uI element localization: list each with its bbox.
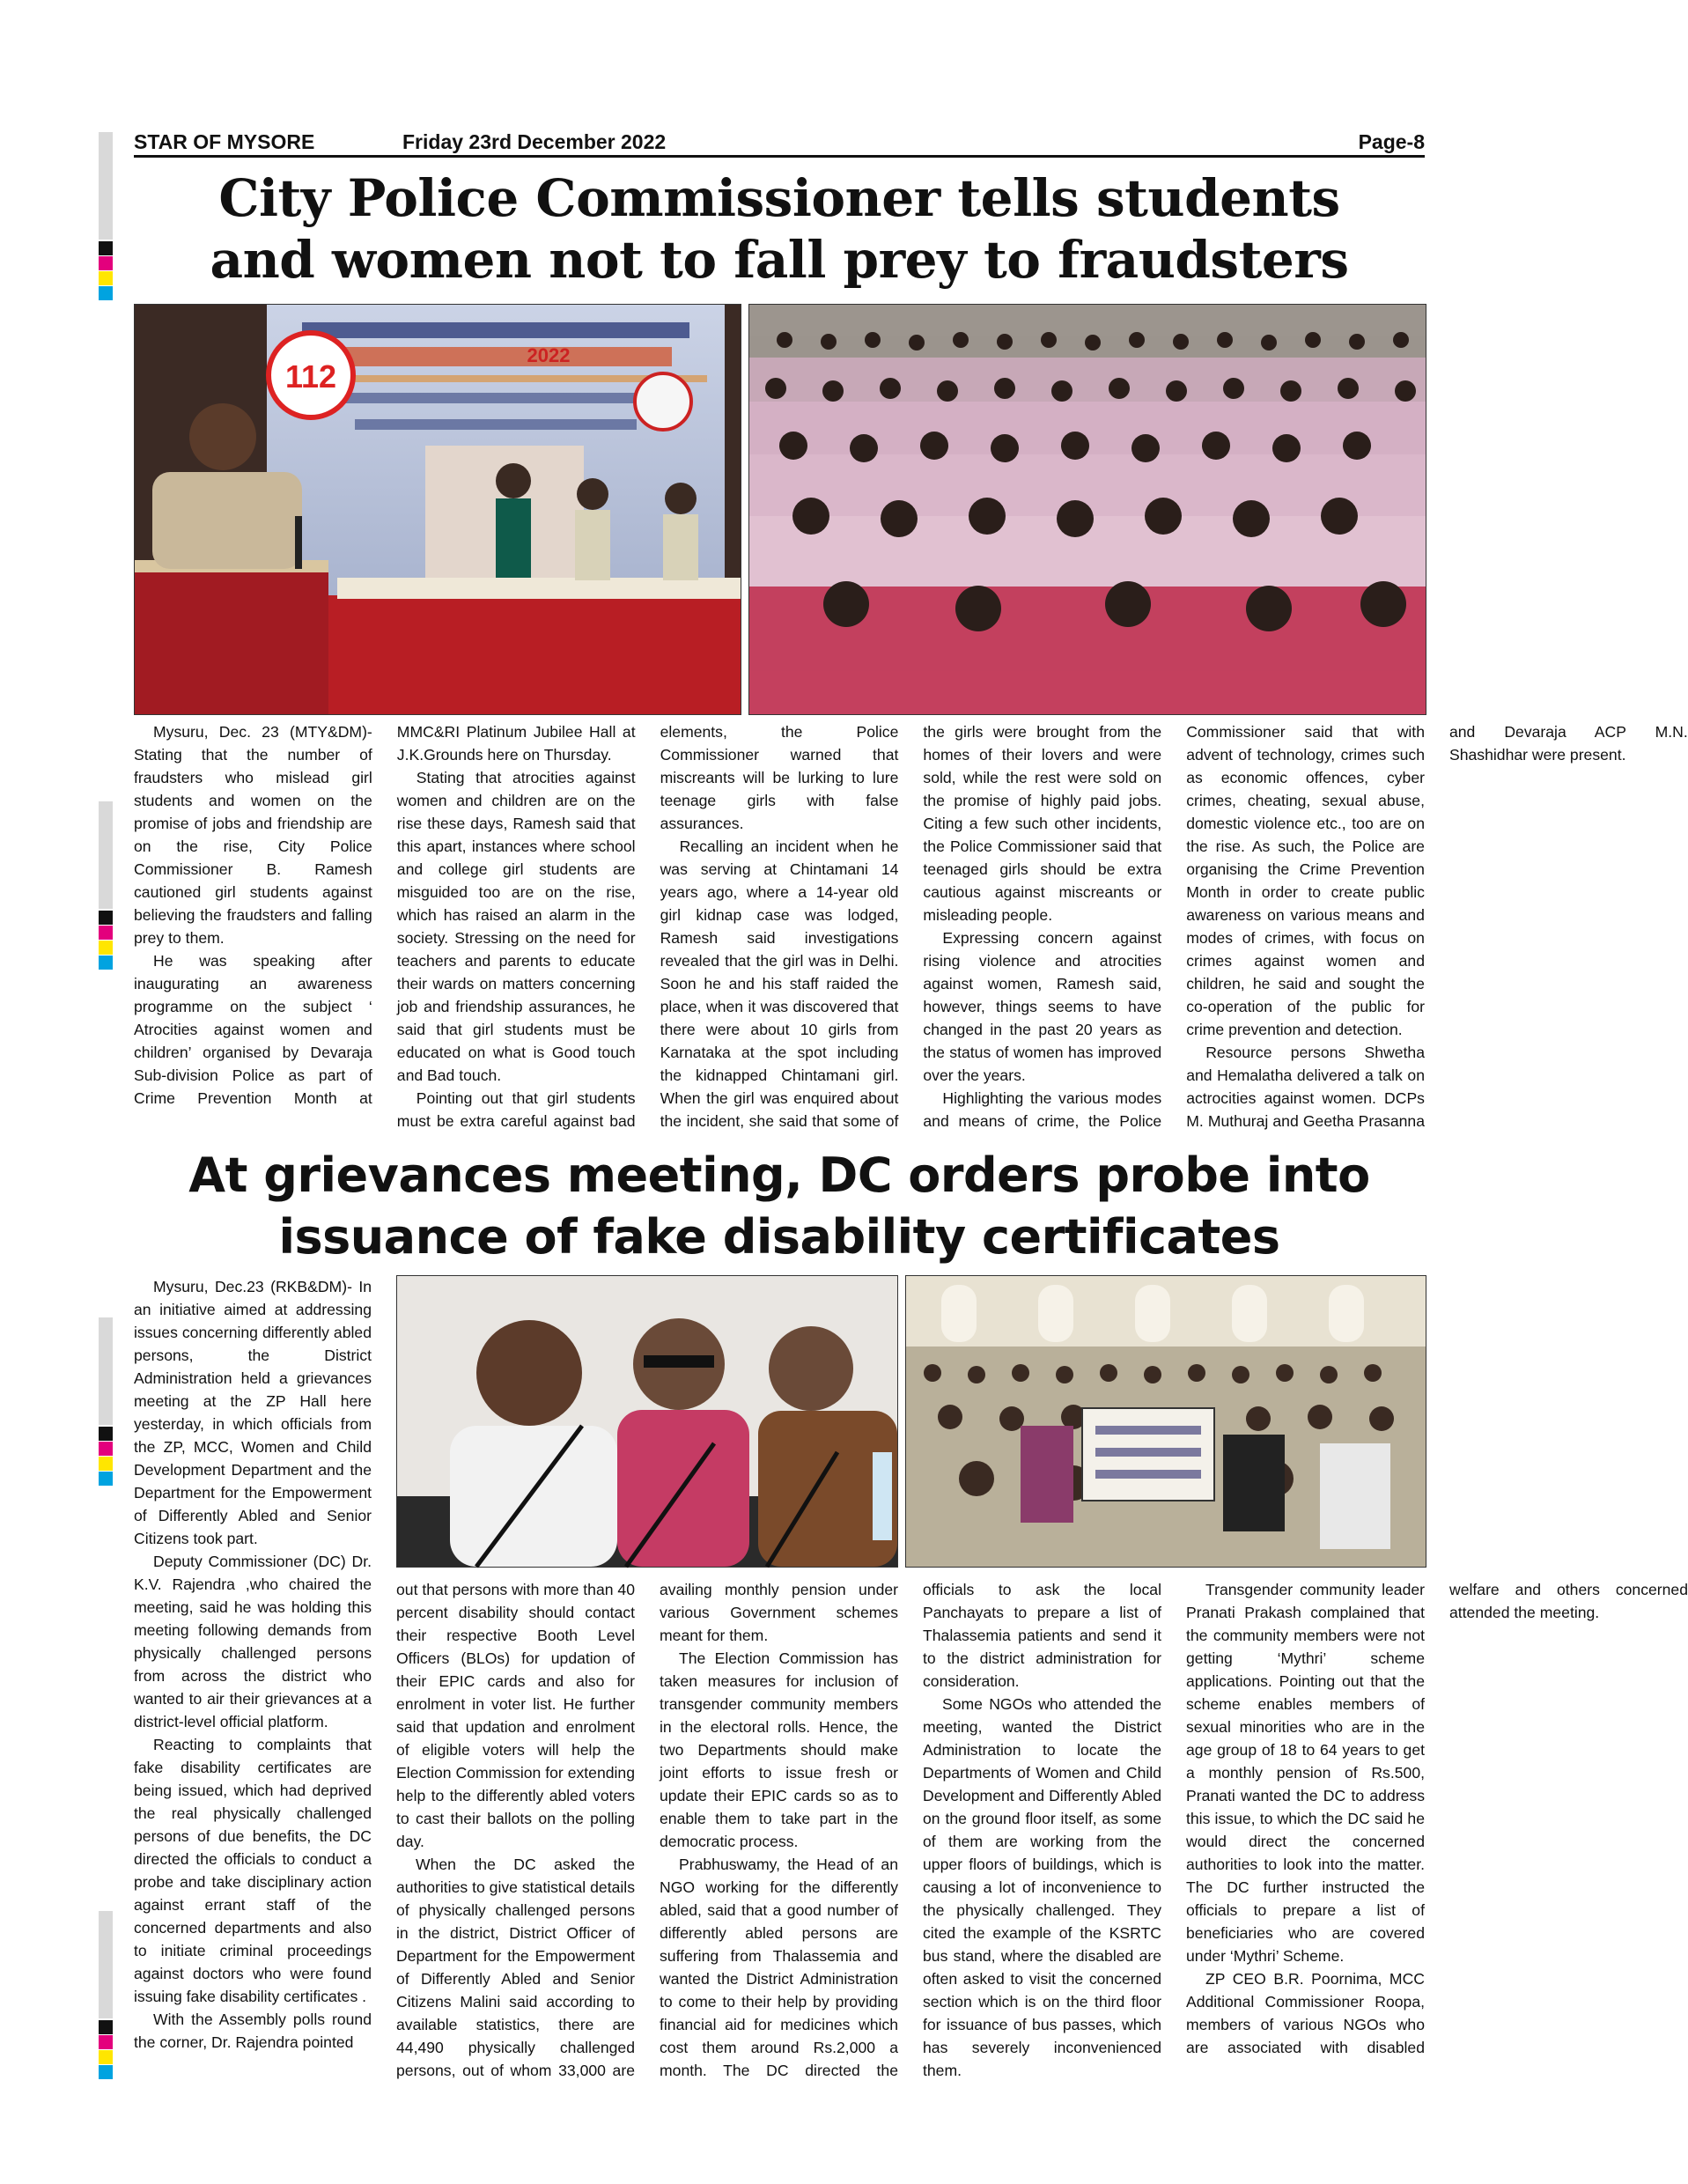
water-bottle xyxy=(873,1452,892,1540)
registration-mark-magenta xyxy=(99,926,113,940)
registration-mark-yellow xyxy=(99,1457,113,1471)
story1-headline-line2: and women not to fall prey to fraudsters xyxy=(210,230,1349,290)
official-3 xyxy=(769,1326,853,1411)
police-emblem xyxy=(635,373,691,430)
stage-skirt xyxy=(267,595,741,714)
story2-paragraph: Mysuru, Dec.23 (RKB&DM)- In an initiative aimed at addressing issues concerning differently abled persons, the District Administration held a grievances meeting at the ZP Hall here yesterday, in which officials from the ZP, MCC, Women and Child Development Department and the Department for the Empowerment of Differently Abled and Senior Citizens took part. xyxy=(134,1278,372,1547)
registration-strip xyxy=(99,801,113,909)
registration-mark-magenta xyxy=(99,256,113,270)
story2-paragraph: Some NGOs who attended the meeting, wanted the District Administration to locate the Departments of Women and Child Development and Differently Abled on the ground floor itself, as some of them are working from the upper floors of buildings, which is causing a lot of inconvenience to the physically challenged. They cited the example of the KSRTC bus stand, where the disabled are often asked to visit the concerned section which is on the third floor for issuance of bus passes, which has severely inconvenienced them. xyxy=(923,1695,1161,2079)
page-header xyxy=(134,129,1425,158)
podium-photo-illustration xyxy=(135,305,741,714)
story2-headline-line2: issuance of fake disability certificates xyxy=(278,1209,1280,1265)
story2-paragraph: When the DC asked the authorities to give statistical details of physically challenged persons in the district, District Officer of Department for the Empowerment of Differently Abled and Senior Citizens Malini said according to available statistics, there are 44,490 physically challenged persons, out of whom 33,000 are availing monthly pension under various Government schemes meant for them. xyxy=(396,1581,898,2079)
story2-photo-hall xyxy=(905,1275,1426,1568)
registration-mark-black xyxy=(99,2020,113,2034)
registration-mark-magenta xyxy=(99,1442,113,1456)
registration-mark-yellow xyxy=(99,941,113,955)
registration-mark-cyan xyxy=(99,286,113,300)
story2-photo-officials xyxy=(396,1275,898,1568)
story2-column1 xyxy=(134,1275,372,2085)
story1-headline xyxy=(134,167,1425,291)
story1-paragraph: Pointing out that girl students must be extra careful against bad elements, the Police Commissioner warned that miscreants will be lurking to lure teenage girls with false assurances. xyxy=(396,723,899,1130)
registration-mark-black xyxy=(99,1427,113,1441)
story1-paragraph: Highlighting the various modes and means of crime, the Police Commissioner said that with advent of technology, crimes such as economic offences, cyber crimes, cheating, sexual abuse, domestic violence etc., too are on the rise. As such, the Police are organising the Crime Prevention Month in order to create public awareness on various means and modes of crimes, with focus on crimes against women and children, he said and sought the co-operation of the public for crime prevention and detection. xyxy=(923,723,1425,1130)
story1-headline-line1: City Police Commissioner tells students xyxy=(218,168,1340,228)
story1-paragraph: He was speaking after inaugurating an awareness programme on the subject ‘ Atrocities against women and children’ organised by Devaraja Sub-division Police as part of Crime Prevention Month at MMC&RI Platinum Jubilee Hall at J.K.Grounds here on Thursday. xyxy=(134,723,636,1107)
registration-strip xyxy=(99,1317,113,1425)
story1-paragraph: Mysuru, Dec. 23 (MTY&DM)- Stating that the number of fraudsters who mislead girl students and women on the promise of jobs and friendship are on the rise, City Police Commissioner B. Ramesh cautioned girl students against believing the fraudsters and falling prey to them. xyxy=(134,723,372,947)
story2-paragraph: Deputy Commissioner (DC) Dr. K.V. Rajendra ,who chaired the meeting, said he was holding this meeting following demands from physically challenged persons from across the district who wanted to air their grievances at a district-level official platform. xyxy=(134,1553,372,1730)
story1-paragraph: Stating that atrocities against women and children are on the rise these days, Ramesh said that this apart, instances where school and college girl students are misguided too are on the rise, which has raised an alarm in the society. Stressing on the need for teachers and parents to educate their wards on matters concerning job and friendship assurances, he said that girl students must be educated on what is Good touch and Bad touch. xyxy=(396,769,636,1084)
speaker xyxy=(189,403,256,470)
helpline-logo-number: 112 xyxy=(284,358,337,395)
story2-body xyxy=(396,1578,1688,2098)
hall-photo-illustration xyxy=(906,1276,1426,1567)
page-number: Page-8 xyxy=(1358,130,1425,153)
story2-paragraph: Transgender community leader Pranati Prakash complained that the community members were not getting ‘Mythri’ scheme applications. Pointing out that the scheme enables members of sexual minorities who are in the age group of 18 to 64 years to get a monthly pension of Rs.500, Pranati wanted the DC to address this issue, to which the DC said he would direct the concerned authorities to look into the matter. The DC further instructed the officials to prepare a list of beneficiaries who are covered under ‘Mythri’ Scheme. xyxy=(1186,1581,1425,1965)
story2-paragraph: Prabhuswamy, the Head of an NGO working for the differently abled, said that a good number of differently abled persons are suffering from Thalassemia and wanted the District Administration to come to their help by providing financial aid for medicines which cost them around Rs.2,000 a month. The DC directed the officials to ask the local Panchayats to prepare a list of Thalassemia patients and send it to the district administration for consideration. xyxy=(660,1581,1161,2079)
story1-paragraph: Expressing concern against rising violence and atrocities against women, Ramesh said, however, things seems to have changed in the past 20 years as the status of women has improved over the years. xyxy=(923,929,1162,1084)
story2-headline-line1: At grievances meeting, DC orders probe into xyxy=(188,1147,1370,1203)
registration-mark-black xyxy=(99,911,113,925)
story2-paragraph: ZP CEO B.R. Poornima, MCC Additional Commissioner Roopa, members of various NGOs who are associated with disabled welfare and others concerned attended the meeting. xyxy=(1186,1581,1688,2056)
audience-photo-illustration xyxy=(749,305,1426,714)
official-1 xyxy=(476,1320,582,1426)
issue-date: Friday 23rd December 2022 xyxy=(402,130,667,153)
podium xyxy=(135,569,328,714)
story1-photo-audience xyxy=(748,304,1426,715)
story1-paragraph: Resource persons Shwetha and Hemalatha delivered a talk on actrocities against women. DCPs M. Muthuraj and Geetha Prasanna and Devaraja ACP M.N. Shashidhar were present. xyxy=(1186,723,1688,1130)
registration-mark-cyan xyxy=(99,1472,113,1486)
newspaper-name: STAR OF MYSORE xyxy=(134,130,315,153)
story1-photo-podium xyxy=(134,304,741,715)
story2-paragraph: out that persons with more than 40 percent disability should contact their respective Booth Level Officers (BLOs) for updation of their EPIC cards and also for enrolment in voter list. He further said that updation and enrolment of eligible voters will help the Election Commission for extending help to the differently abled voters to cast their ballots on the polling day. xyxy=(396,1581,635,1850)
registration-mark-yellow xyxy=(99,2050,113,2064)
registration-mark-yellow xyxy=(99,271,113,285)
registration-mark-cyan xyxy=(99,2065,113,2079)
registration-mark-cyan xyxy=(99,956,113,970)
registration-mark-black xyxy=(99,241,113,255)
story2-headline xyxy=(134,1145,1425,1268)
registration-mark-magenta xyxy=(99,2035,113,2049)
story1-paragraph: Recalling an incident when he was serving at Chintamani 14 years ago, where a 14-year old girl kidnap case was lodged, Ramesh said investigations revealed that the girl was in Delhi. Soon he and his staff raided the place, when it was discovered that there were about 10 girls from Karnataka at the spot including the kidnapped Chintamani girl. When the girl was enquired about the incident, she said that some of the girls were brought from the homes of their lovers and were sold, while the rest were sold on the promise of highly paid jobs. Citing a few such other incidents, the Police Commissioner said that teenaged girls should be extra cautious against miscreants or misleading people. xyxy=(660,723,1162,1130)
banner-year: 2022 xyxy=(527,344,571,366)
officials-photo-illustration xyxy=(397,1276,897,1567)
story1-body xyxy=(134,720,1688,1143)
story2-paragraph: The Election Commission has taken measures for inclusion of transgender community members in the electoral rolls. Hence, the two Departments should make joint efforts to issue fresh or update their EPIC cards so as to enable them to take part in the democratic process. xyxy=(660,1649,898,1850)
story2-paragraph: With the Assembly polls round the corner, Dr. Rajendra pointed xyxy=(134,2011,372,2051)
dais-table xyxy=(337,578,741,599)
registration-strip xyxy=(99,132,113,240)
story2-paragraph: Reacting to complaints that fake disability certificates are being issued, which had deprived the real physically challenged persons of due benefits, the DC directed the officials to conduct a probe and take disciplinary action against errant staff of the concerned departments and also to initiate criminal proceedings against doctors who were found issuing fake disability certificates . xyxy=(134,1736,372,2005)
registration-strip xyxy=(99,1911,113,2018)
